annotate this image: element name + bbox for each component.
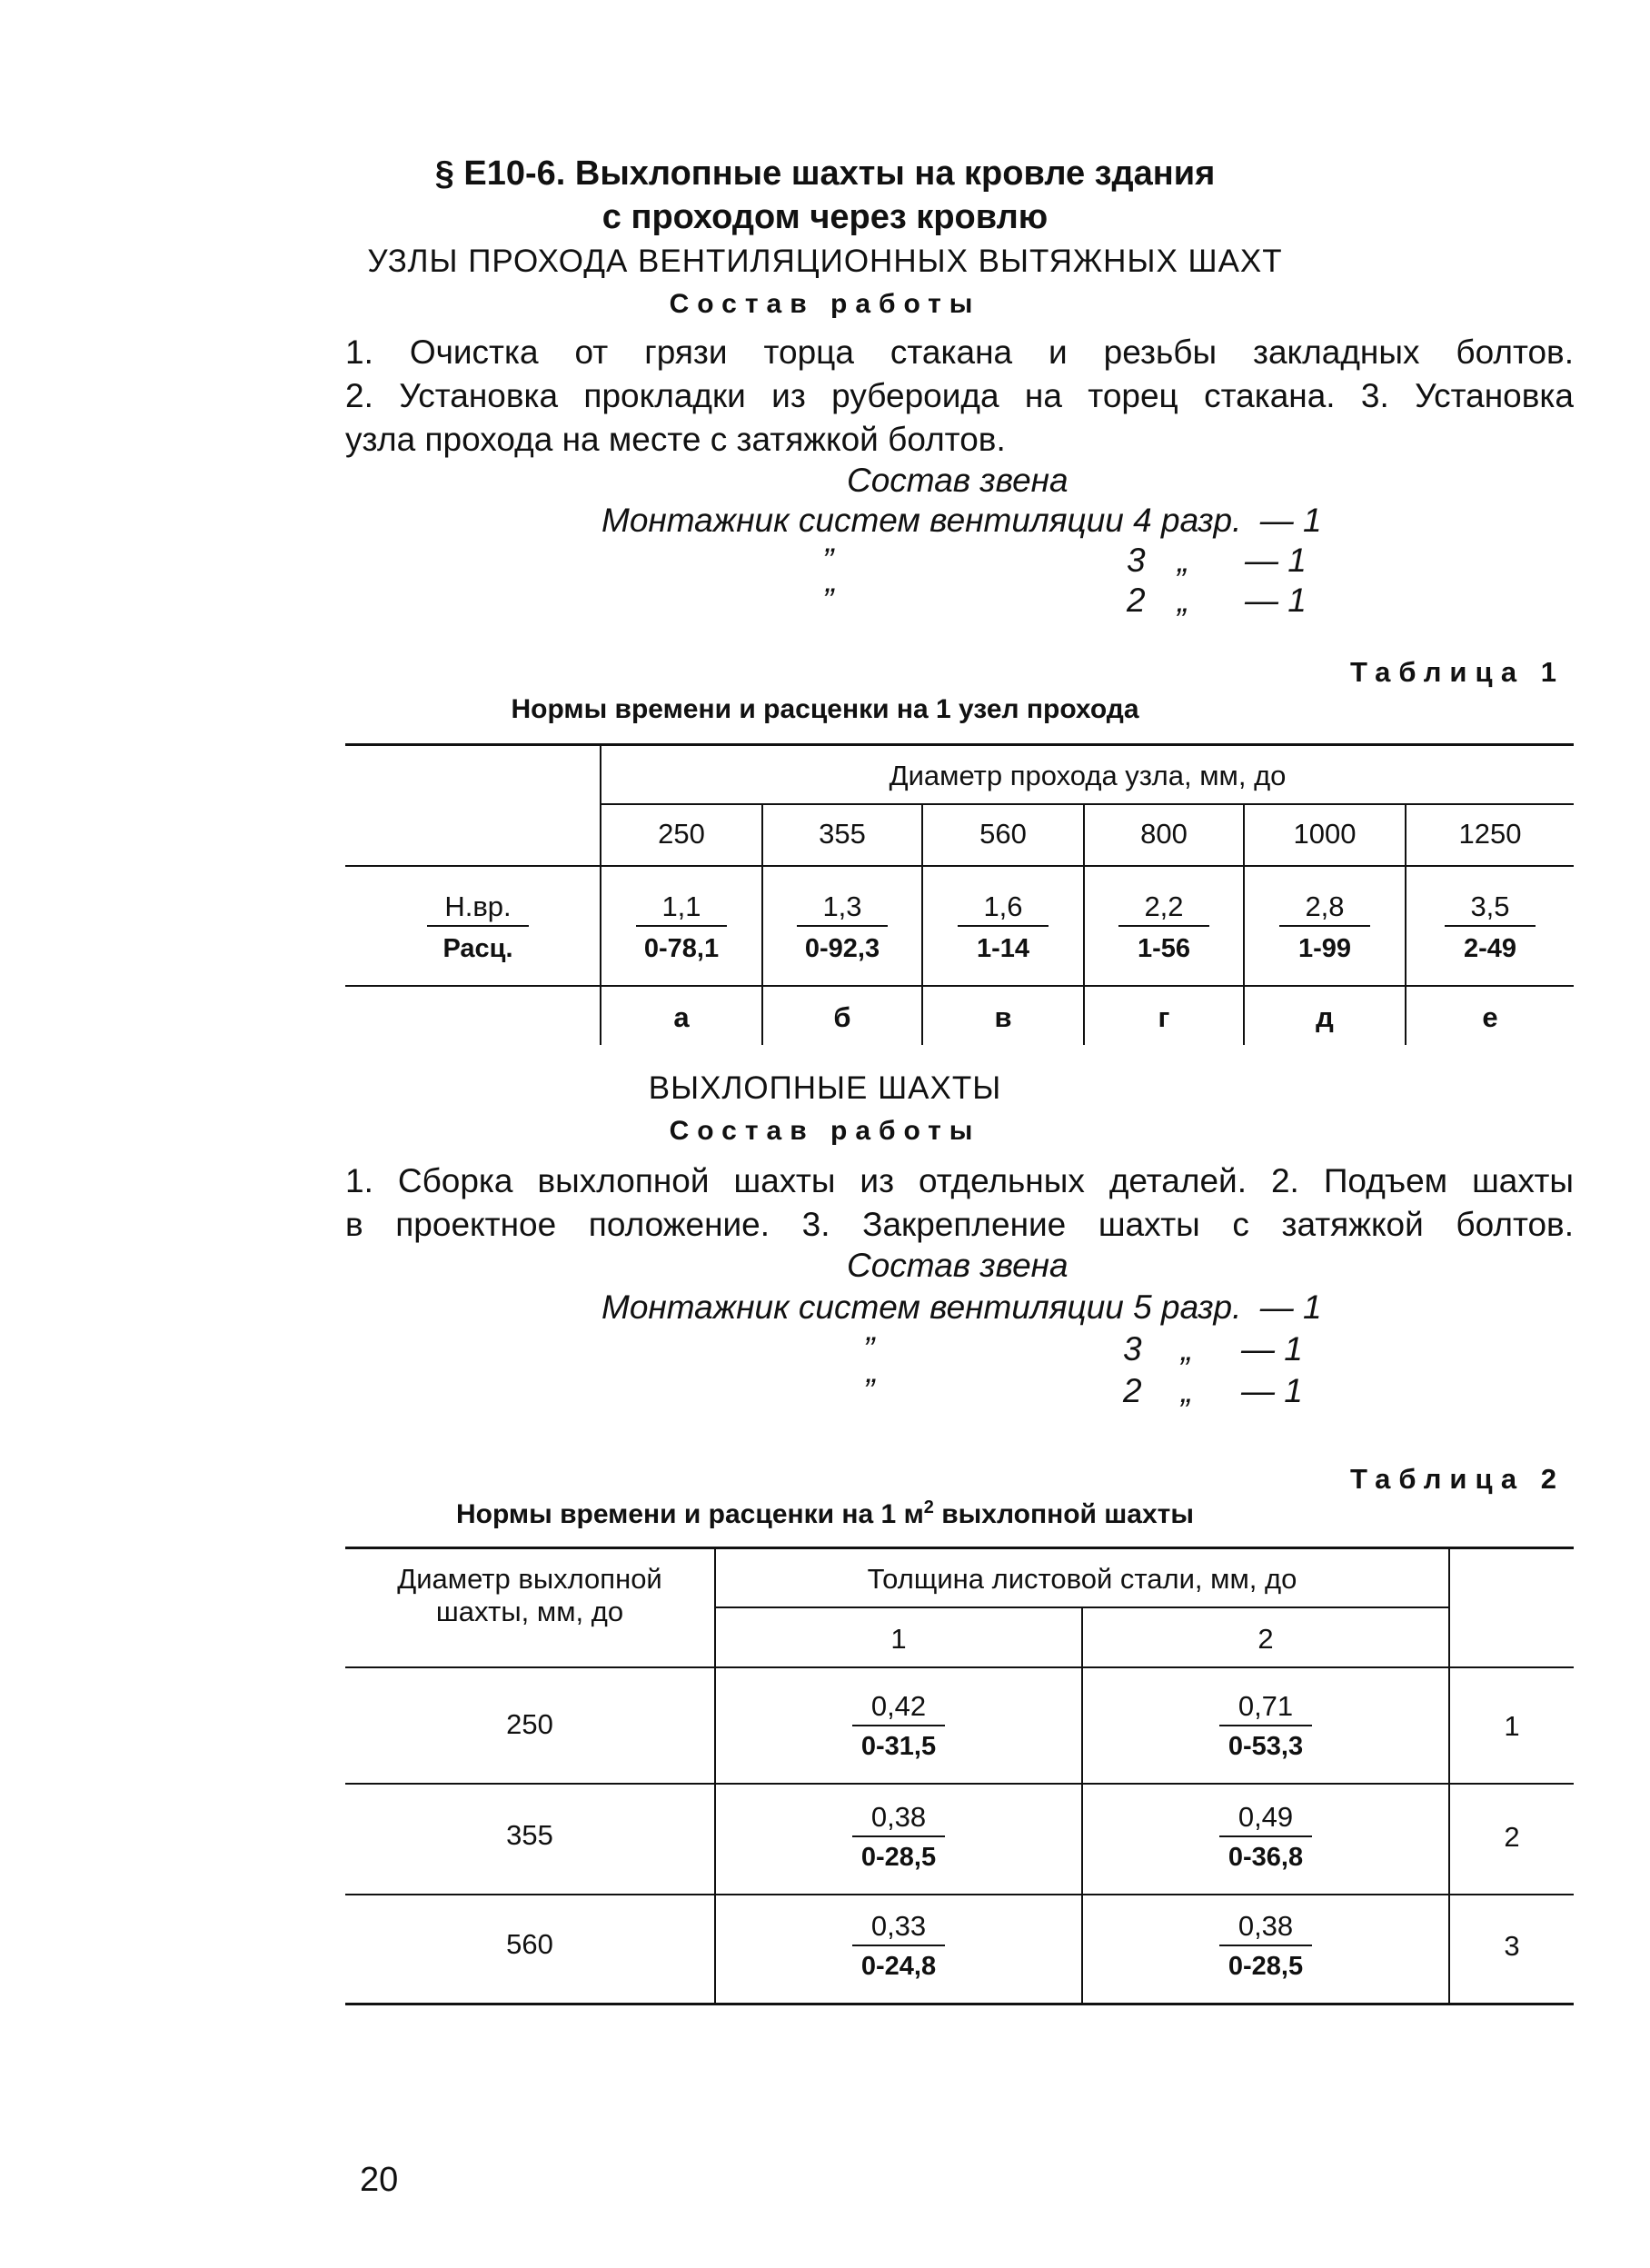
part1-work-line: узла прохода на месте с затяжкой болтов. <box>345 421 1006 458</box>
table2-subcol-header: 1 <box>890 1623 907 1655</box>
part2-crew-unit: „ <box>1181 1372 1193 1409</box>
table1-row-label-norm: Н.вр. <box>444 890 512 922</box>
part1-work-line: 2. Установка прокладки из рубероида на торец стакана. 3. Установка <box>345 377 1574 414</box>
part1-crew-ditto: ” <box>822 582 834 619</box>
table2-col1-header-line2: шахты, мм, до <box>435 1596 624 1627</box>
table2-rate: 0-24,8 <box>860 1952 937 1981</box>
table1-rate: 0-78,1 <box>643 934 720 963</box>
section-title-line1: § Е10-6. Выхлопные шахты на кровле здания <box>434 154 1216 193</box>
part1-work-line: 1. Очистка от грязи торца стакана и резьбы закладных болтов. <box>345 333 1574 371</box>
part2-heading: ВЫХЛОПНЫЕ ШАХТЫ <box>648 1070 1002 1106</box>
table1-col-header: 250 <box>658 818 705 850</box>
table1-norm: 2,2 <box>1144 890 1184 922</box>
part1-work-label: Состав работы <box>669 289 981 319</box>
table1-letter: е <box>1482 1001 1498 1033</box>
table2-diameter: 560 <box>506 1928 553 1960</box>
table1-col-header: 800 <box>1140 818 1188 850</box>
table2-rate: 0-28,5 <box>860 1843 937 1872</box>
part2-crew-count: — 1 <box>1241 1330 1303 1368</box>
crew-name: Монтажник систем вентиляции 5 разр. <box>601 1288 1242 1326</box>
part1-crew-grade: 2 <box>1127 582 1146 619</box>
table1-rate: 1-14 <box>976 934 1030 963</box>
table1-letter: г <box>1158 1001 1170 1033</box>
part1-crew-grade: 3 <box>1127 542 1146 579</box>
part1-crew-ditto: ” <box>822 542 834 579</box>
table1-col-header: 355 <box>819 818 866 850</box>
part2-crew-unit: „ <box>1181 1330 1193 1368</box>
part1-crew-count: — 1 <box>1245 582 1307 619</box>
table2-row-number: 3 <box>1504 1930 1520 1962</box>
table2-row-number: 2 <box>1504 1821 1520 1853</box>
part2-work-line: в проектное положение. 3. Закрепление шахты с затяжкой болтов. <box>345 1206 1574 1243</box>
table2-norm: 0,71 <box>1238 1690 1294 1722</box>
table1-norm: 1,6 <box>983 890 1023 922</box>
part2-crew-count: — 1 <box>1241 1372 1303 1409</box>
table2-group-header: Толщина листовой стали, мм, до <box>867 1563 1297 1595</box>
table1-letter: б <box>833 1001 851 1033</box>
part2-work-label: Состав работы <box>669 1116 981 1146</box>
table2-diameter: 355 <box>506 1819 553 1851</box>
table1-norm: 2,8 <box>1305 890 1345 922</box>
table2-rate: 0-31,5 <box>860 1732 937 1761</box>
part2-crew-ditto: ” <box>863 1372 875 1409</box>
part1-heading: УЗЛЫ ПРОХОДА ВЕНТИЛЯЦИОННЫХ ВЫТЯЖНЫХ ШАХТ <box>367 244 1283 279</box>
table1-letter: в <box>994 1001 1012 1033</box>
part2-crew-grade: 2 <box>1123 1372 1142 1409</box>
part2-work-line: 1. Сборка выхлопной шахты из отдельных деталей. 2. Подъем шахты <box>345 1162 1574 1199</box>
table1-caption: Нормы времени и расценки на 1 узел прохода <box>511 694 1139 724</box>
table2-rate: 0-36,8 <box>1228 1843 1304 1872</box>
part1-crew-unit: „ <box>1178 542 1189 579</box>
crew-count: — 1 <box>1259 502 1322 539</box>
table1-col-header: 1000 <box>1293 818 1357 850</box>
table1-letter: д <box>1316 1001 1334 1033</box>
part1-crew-label: Состав звена <box>847 462 1069 499</box>
table1-norm: 3,5 <box>1470 890 1510 922</box>
table1-row-label-rate: Расц. <box>442 934 513 963</box>
table2-norm: 0,38 <box>870 1801 927 1833</box>
part1-crew-unit: „ <box>1178 582 1189 619</box>
table2-norm: 0,38 <box>1238 1910 1294 1942</box>
part2-crew-ditto: ” <box>863 1330 875 1368</box>
table1-rate: 1-99 <box>1297 934 1352 963</box>
part2-crew-grade: 3 <box>1123 1330 1142 1368</box>
part1-crew-row <box>601 502 1322 540</box>
table1-rate: 1-56 <box>1137 934 1191 963</box>
table1-rate: 0-92,3 <box>804 934 880 963</box>
table2-norm: 0,42 <box>870 1690 927 1722</box>
crew-count: — 1 <box>1259 1288 1322 1326</box>
table2-caption: Нормы времени и расценки на 1 $м^2$ выхлопной шахты <box>456 1497 1194 1529</box>
page-number: 20 <box>360 2161 399 2199</box>
part1-crew-count: — 1 <box>1245 542 1307 579</box>
table1-norm: 1,1 <box>661 890 701 922</box>
table1-norm: 1,3 <box>822 890 862 922</box>
table2-norm: 0,33 <box>870 1910 927 1942</box>
table2-row-number: 1 <box>1504 1710 1520 1742</box>
section-title-line2: с проходом через кровлю <box>601 198 1049 236</box>
table2-rate: 0-53,3 <box>1228 1732 1304 1761</box>
table1-letter: а <box>673 1001 690 1033</box>
table1-col-header: 1250 <box>1458 818 1522 850</box>
table1-label: Таблица 1 <box>1349 656 1565 688</box>
table2-subcol-header: 2 <box>1257 1623 1274 1655</box>
table2-label: Таблица 2 <box>1349 1463 1565 1495</box>
table2-diameter: 250 <box>506 1708 553 1740</box>
table1-rate: 2-49 <box>1463 934 1517 963</box>
table2-rate: 0-28,5 <box>1228 1952 1304 1981</box>
table2-norm: 0,49 <box>1238 1801 1294 1833</box>
table1-col-header: 560 <box>979 818 1027 850</box>
part2-crew-label: Состав звена <box>847 1247 1069 1284</box>
table2-col1-header-line1: Диаметр выхлопной <box>397 1563 662 1595</box>
table1-group-header: Диаметр прохода узла, мм, до <box>889 760 1287 791</box>
crew-name: Монтажник систем вентиляции 4 разр. <box>601 502 1242 539</box>
part2-crew-row <box>601 1288 1322 1327</box>
